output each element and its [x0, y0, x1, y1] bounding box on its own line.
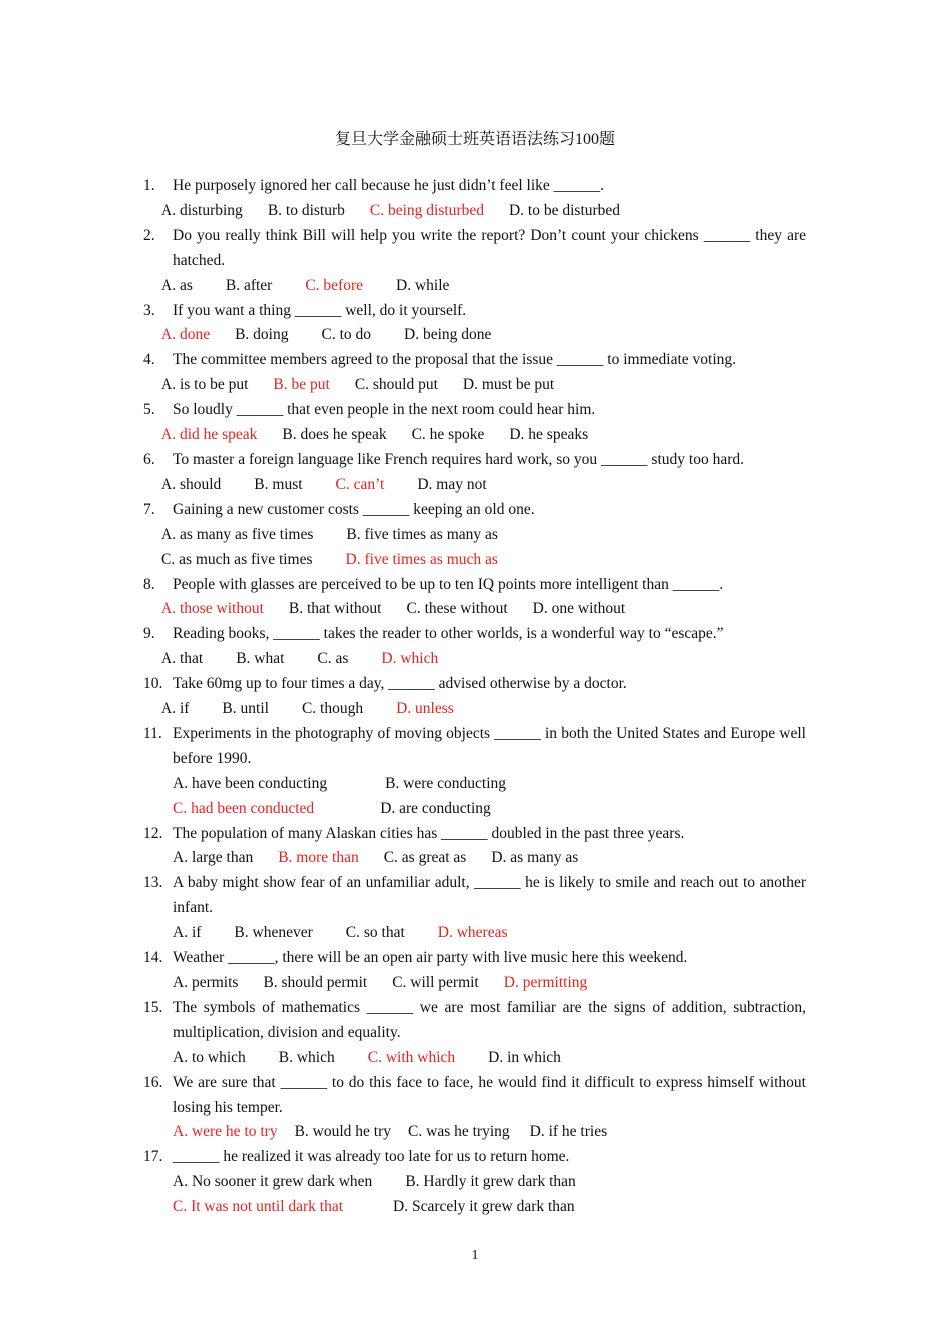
correct-answer-option: D. whereas	[437, 924, 508, 942]
answer-option: C. so that	[345, 924, 405, 942]
answer-option: A. to which	[173, 1048, 246, 1066]
question-text: ______ he realized it was already too late for us to return home.	[173, 1148, 570, 1166]
option-row	[143, 1120, 806, 1145]
correct-answer-option: C. with which	[367, 1048, 456, 1066]
correct-answer-option: C. being disturbed	[369, 201, 484, 219]
question-11	[143, 722, 806, 772]
question-8	[143, 573, 806, 598]
answer-option: B. what	[236, 650, 285, 668]
correct-answer-option: B. more than	[278, 849, 359, 867]
option-row	[143, 1195, 806, 1220]
option-row	[143, 274, 806, 299]
answer-option: C. to do	[321, 326, 372, 344]
answer-option: D. being done	[404, 326, 492, 344]
answer-option: C. as	[317, 650, 349, 668]
question-number: 12.	[143, 824, 163, 842]
answer-option: B. five times as many as	[346, 525, 498, 543]
question-list	[143, 174, 806, 1220]
question-text: If you want a thing ______ well, do it yourself.	[173, 301, 467, 319]
answer-option: B. until	[222, 700, 269, 718]
answer-option: C. was he trying	[408, 1123, 510, 1141]
answer-option: D. he speaks	[509, 426, 589, 444]
question-1	[143, 174, 806, 199]
correct-answer-option: B. be put	[273, 376, 330, 394]
answer-option: C. he spoke	[411, 426, 485, 444]
question-number: 6.	[143, 450, 155, 468]
answer-option: D. if he tries	[529, 1123, 608, 1141]
question-12	[143, 822, 806, 847]
question-text: He purposely ignored her call because he just didn’t feel like ______.	[173, 177, 605, 194]
question-text: Weather ______, there will be an open air party with live music here this weekend.	[173, 949, 688, 967]
correct-answer-option: C. It was not until dark that	[173, 1198, 344, 1216]
answer-option: A. if	[173, 924, 202, 942]
question-number: 15.	[143, 998, 163, 1016]
option-row	[143, 697, 806, 722]
answer-option: D. while	[396, 276, 450, 294]
answer-option: A. No sooner it grew dark when	[173, 1173, 373, 1191]
answer-option: D. in which	[488, 1048, 561, 1066]
answer-option: A. if	[161, 700, 190, 718]
answer-option: D. as many as	[491, 849, 579, 867]
answer-option: B. to disturb	[267, 201, 345, 219]
question-number: 5.	[143, 401, 155, 419]
answer-option: B. doing	[235, 326, 289, 344]
question-text: Experiments in the photography of moving objects ______ in both the United States and Europe well before 1990.	[173, 724, 806, 767]
question-text: The symbols of mathematics ______ we are most familiar are the signs of addition, subtraction, multiplication, division and equality.	[173, 998, 806, 1041]
question-15	[143, 996, 806, 1046]
correct-answer-option: C. before	[305, 276, 364, 294]
option-row	[143, 423, 806, 448]
question-number: 14.	[143, 949, 163, 967]
question-text: So loudly ______ that even people in the next room could hear him.	[173, 401, 596, 419]
option-row	[143, 1170, 806, 1195]
question-number: 16.	[143, 1073, 163, 1091]
answer-option: C. though	[301, 700, 364, 718]
correct-answer-option: C. had been conducted	[173, 799, 315, 817]
answer-option: A. large than	[173, 849, 254, 867]
answer-option: B. after	[225, 276, 273, 294]
option-row	[143, 971, 806, 996]
answer-option: B. must	[254, 475, 303, 493]
option-row	[143, 846, 806, 871]
answer-option: A. as	[161, 276, 193, 294]
answer-option: D. Scarcely it grew dark than	[393, 1198, 575, 1216]
question-3	[143, 299, 806, 324]
page-number: 1	[471, 1248, 479, 1263]
question-9	[143, 622, 806, 647]
answer-option: A. is to be put	[161, 376, 249, 394]
option-row	[143, 523, 806, 548]
answer-option: B. whenever	[234, 924, 313, 942]
question-number: 11.	[143, 724, 162, 742]
question-text: To master a foreign language like French requires hard work, so you ______ study too hard.	[173, 450, 744, 468]
question-text: Gaining a new customer costs ______ keeping an old one.	[173, 500, 535, 518]
option-row	[143, 772, 806, 797]
correct-answer-option: A. were he to try	[173, 1123, 278, 1141]
option-row	[143, 548, 806, 573]
answer-option: D. may not	[417, 475, 487, 493]
option-row	[143, 1046, 806, 1071]
answer-option: D. to be disturbed	[508, 201, 621, 219]
correct-answer-option: A. done	[161, 326, 211, 344]
question-13	[143, 871, 806, 921]
question-number: 9.	[143, 625, 155, 643]
correct-answer-option: C. can’t	[335, 475, 385, 493]
question-text: Take 60mg up to four times a day, ______ advised otherwise by a doctor.	[173, 675, 627, 693]
question-17	[143, 1145, 806, 1170]
correct-answer-option: D. which	[381, 650, 439, 668]
correct-answer-option: D. five times as much as	[345, 550, 498, 568]
option-row	[143, 647, 806, 672]
question-text: The population of many Alaskan cities has ______ doubled in the past three years.	[173, 824, 685, 842]
answer-option: A. as many as five times	[161, 525, 314, 543]
question-10	[143, 672, 806, 697]
question-14	[143, 946, 806, 971]
question-number: 8.	[143, 575, 155, 593]
question-number: 10.	[143, 675, 163, 693]
question-number: 7.	[143, 500, 155, 518]
answer-option: D. are conducting	[380, 799, 491, 817]
question-text: We are sure that ______ to do this face to face, he would find it difficult to express himself without losing his temper.	[173, 1073, 806, 1116]
answer-option: D. must be put	[462, 376, 555, 394]
question-number: 13.	[143, 874, 163, 892]
answer-option: C. should put	[354, 376, 438, 394]
question-text: Do you really think Bill will help you write the report? Don’t count your chickens ______ they are hatched.	[173, 226, 806, 269]
answer-option: B. were conducting	[385, 774, 507, 792]
question-4	[143, 348, 806, 373]
answer-option: C. will permit	[392, 974, 479, 991]
answer-option: B. does he speak	[282, 426, 387, 444]
question-number: 1.	[143, 177, 155, 194]
option-row	[143, 597, 806, 622]
answer-option: A. should	[161, 475, 222, 493]
option-row	[143, 921, 806, 946]
answer-option: B. which	[278, 1048, 335, 1066]
answer-option: B. would he try	[294, 1123, 392, 1141]
question-number: 2.	[143, 226, 155, 244]
question-text: People with glasses are perceived to be up to ten IQ points more intelligent than ______.	[173, 575, 724, 593]
option-row	[143, 797, 806, 822]
question-6	[143, 448, 806, 473]
option-row	[143, 473, 806, 498]
answer-option: C. these without	[406, 600, 508, 618]
question-16	[143, 1071, 806, 1121]
answer-option: B. Hardly it grew dark than	[405, 1173, 576, 1191]
question-number: 4.	[143, 351, 155, 369]
correct-answer-option: D. permitting	[503, 974, 588, 991]
option-row	[143, 199, 806, 224]
question-5	[143, 398, 806, 423]
question-text: A baby might show fear of an unfamiliar adult, ______ he is likely to smile and reach out to another infant.	[173, 874, 806, 917]
answer-option: B. that without	[288, 600, 382, 618]
question-text: The committee members agreed to the proposal that the issue ______ to immediate voting.	[173, 351, 737, 369]
question-number: 3.	[143, 301, 155, 319]
correct-answer-option: A. those without	[161, 600, 264, 618]
question-7	[143, 498, 806, 523]
answer-option: A. have been conducting	[173, 774, 328, 792]
correct-answer-option: A. did he speak	[161, 426, 258, 444]
answer-option: B. should permit	[263, 974, 368, 991]
answer-option: D. one without	[532, 600, 626, 618]
page-title: 复旦大学金融硕士班英语语法练习100题	[334, 131, 615, 148]
answer-option: A. that	[161, 650, 204, 668]
correct-answer-option: D. unless	[396, 700, 454, 718]
question-2	[143, 224, 806, 274]
answer-option: A. disturbing	[161, 201, 243, 219]
answer-option: C. as much as five times	[161, 550, 313, 568]
option-row	[143, 373, 806, 398]
question-text: Reading books, ______ takes the reader to other worlds, is a wonderful way to “escape.”	[173, 625, 724, 643]
question-number: 17.	[143, 1148, 163, 1166]
answer-option: C. as great as	[383, 849, 467, 867]
option-row	[143, 323, 806, 348]
answer-option: A. permits	[173, 974, 239, 991]
